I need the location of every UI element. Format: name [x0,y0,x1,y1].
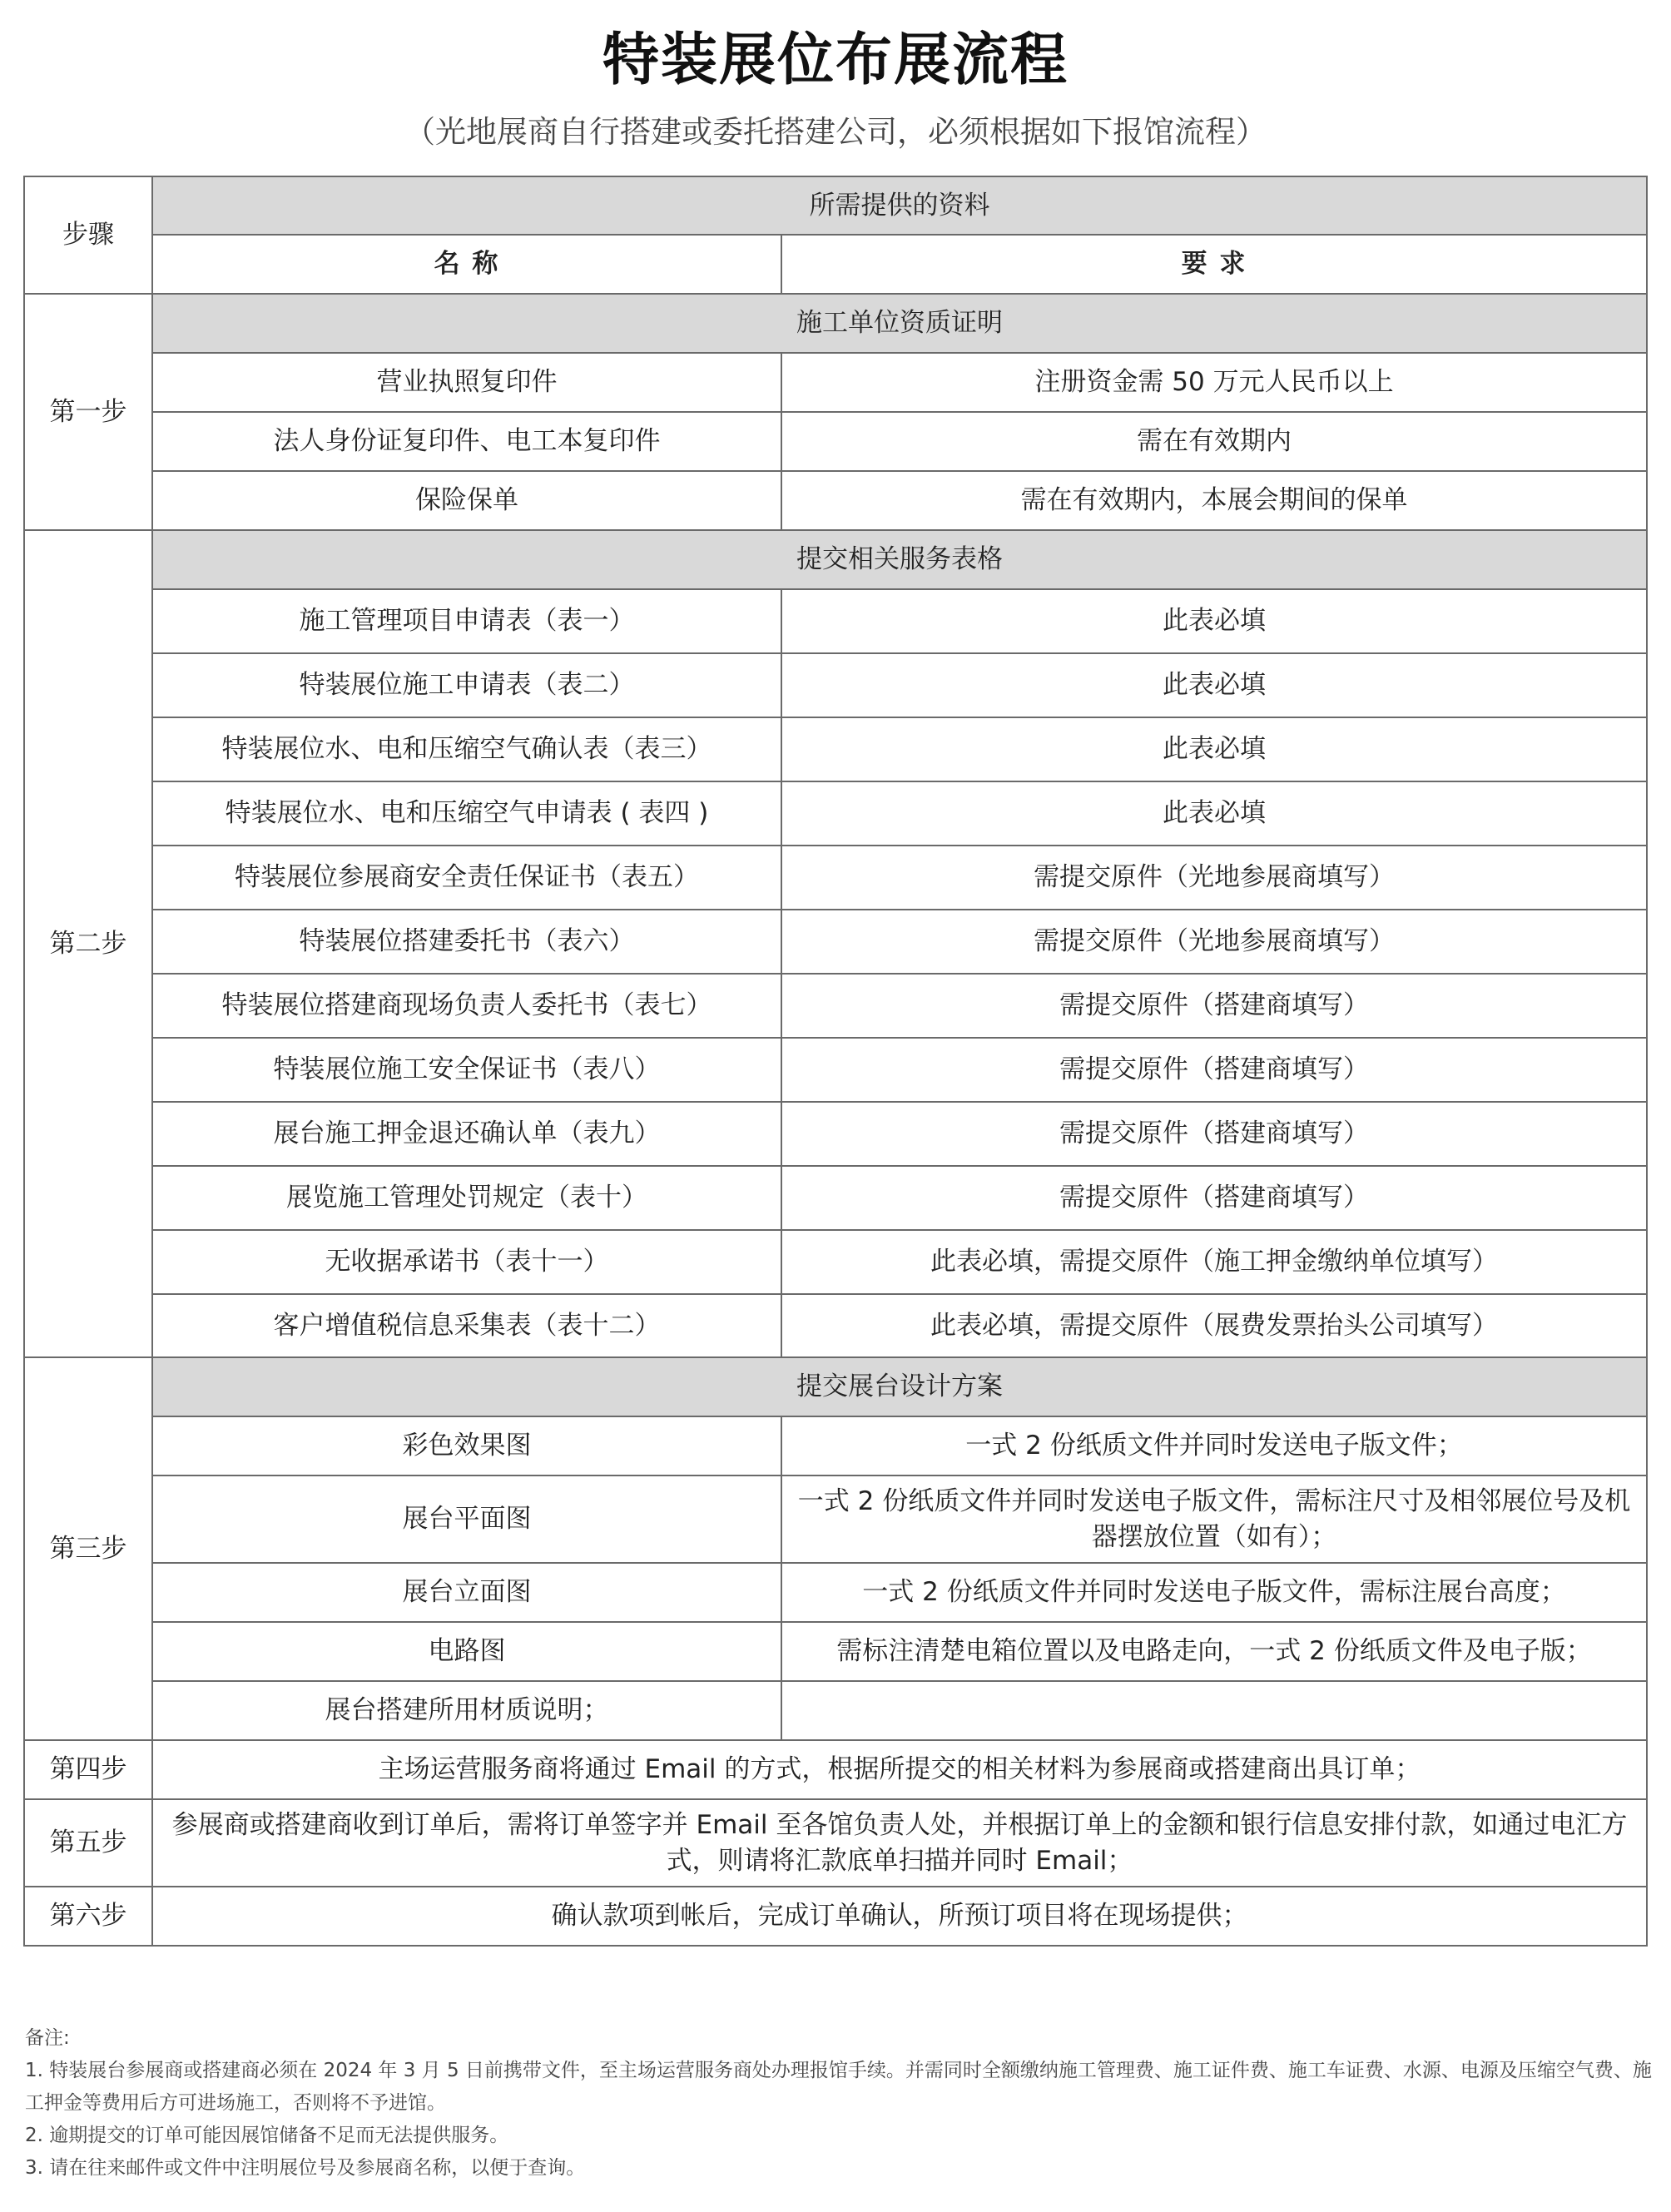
step-label: 第四步 [24,1740,152,1799]
item-requirement: 需在有效期内，本展会期间的保单 [781,471,1647,530]
table-row [24,1622,1647,1681]
table-row [24,653,1647,717]
table-row [24,1887,1647,1946]
table-row [24,1740,1647,1799]
item-name: 法人身份证复印件、电工本复印件 [152,412,781,471]
item-name: 特装展位施工安全保证书（表八） [152,1038,781,1102]
page-subtitle: （光地展商自行搭建或委托搭建公司，必须根据如下报馆流程） [404,114,1267,150]
item-requirement: 需标注清楚电箱位置以及电路走向，一式 2 份纸质文件及电子版； [781,1622,1647,1681]
table-row [24,846,1647,910]
step-label: 第一步 [24,294,152,530]
item-name: 彩色效果图 [152,1416,781,1475]
item-requirement: 需提交原件（搭建商填写） [781,974,1647,1038]
item-requirement: 此表必填 [781,589,1647,653]
item-requirement: 需提交原件（搭建商填写） [781,1102,1647,1166]
item-name: 电路图 [152,1622,781,1681]
item-name: 展台施工押金退还确认单（表九） [152,1102,781,1166]
item-name: 展台平面图 [152,1475,781,1563]
step-label: 第二步 [24,530,152,1357]
item-requirement: 此表必填 [781,717,1647,781]
item-name: 展台立面图 [152,1563,781,1622]
process-table [23,176,1648,1947]
section-header: 提交展台设计方案 [152,1357,1647,1416]
step-description: 确认款项到帐后，完成订单确认，所预订项目将在现场提供； [152,1887,1647,1946]
item-requirement: 一式 2 份纸质文件并同时发送电子版文件，需标注尺寸及相邻展位号及机器摆放位置（如有）； [781,1475,1647,1563]
header-step: 步骤 [24,176,152,294]
table-row [24,910,1647,974]
table-row [24,1799,1647,1887]
notes-heading: 备注: [25,2027,70,2049]
table-row [24,412,1647,471]
item-requirement: 需提交原件（光地参展商填写） [781,846,1647,910]
item-requirement: 需提交原件（光地参展商填写） [781,910,1647,974]
table-row [24,1416,1647,1475]
header-name: 名 称 [152,235,781,294]
table-row [24,1294,1647,1357]
table-row [24,589,1647,653]
item-name: 特装展位施工申请表（表二） [152,653,781,717]
item-requirement: 一式 2 份纸质文件并同时发送电子版文件，需标注展台高度； [781,1563,1647,1622]
item-name: 展台搭建所用材质说明； [152,1681,781,1740]
note-item: 2. 逾期提交的订单可能因展馆储备不足而无法提供服务。 [25,2125,509,2146]
item-requirement: 需提交原件（搭建商填写） [781,1038,1647,1102]
section-header: 施工单位资质证明 [152,294,1647,353]
item-requirement: 注册资金需 50 万元人民币以上 [781,353,1647,412]
item-requirement: 此表必填 [781,653,1647,717]
item-requirement: 需提交原件（搭建商填写） [781,1166,1647,1230]
note-item: 1. 特装展台参展商或搭建商必须在 2024 年 3 月 5 日前携带文件，至主场运营服务商处办理报馆手续。并需同时全额缴纳施工管理费、施工证件费、施工车证费、水源、电源及压缩空气费、施工押金等费用后方可进场施工，否则将不予进馆。 [25,2060,1652,2114]
table-row [24,1563,1647,1622]
table-row [24,1475,1647,1563]
item-name: 施工管理项目申请表（表一） [152,589,781,653]
item-requirement: 需在有效期内 [781,412,1647,471]
item-name: 特装展位参展商安全责任保证书（表五） [152,846,781,910]
item-requirement: 此表必填 [781,781,1647,846]
step-description: 参展商或搭建商收到订单后，需将订单签字并 Email 至各馆负责人处，并根据订单上的金额和银行信息安排付款，如通过电汇方式，则请将汇款底单扫描并同时 Email； [152,1799,1647,1887]
item-requirement: 一式 2 份纸质文件并同时发送电子版文件； [781,1416,1647,1475]
step-label: 第六步 [24,1887,152,1946]
item-requirement: 此表必填，需提交原件（展费发票抬头公司填写） [781,1294,1647,1357]
item-requirement [781,1681,1647,1740]
item-name: 保险保单 [152,471,781,530]
table-row [24,1038,1647,1102]
item-name: 客户增值税信息采集表（表十二） [152,1294,781,1357]
table-row [24,471,1647,530]
table-row [24,781,1647,846]
item-name: 特装展位水、电和压缩空气申请表 ( 表四 ) [152,781,781,846]
item-requirement: 此表必填，需提交原件（施工押金缴纳单位填写） [781,1230,1647,1294]
header-requirement: 要 求 [781,235,1647,294]
table-row [24,1681,1647,1740]
section-header: 提交相关服务表格 [152,530,1647,589]
step-label: 第五步 [24,1799,152,1887]
item-name: 特装展位搭建委托书（表六） [152,910,781,974]
table-row [24,1230,1647,1294]
item-name: 特装展位搭建商现场负责人委托书（表七） [152,974,781,1038]
table-row [24,1166,1647,1230]
item-name: 展览施工管理处罚规定（表十） [152,1166,781,1230]
note-item: 3. 请在往来邮件或文件中注明展位号及参展商名称，以便于查询。 [25,2157,586,2179]
item-name: 营业执照复印件 [152,353,781,412]
item-name: 特装展位水、电和压缩空气确认表（表三） [152,717,781,781]
page-title: 特装展位布展流程 [602,27,1069,93]
step-label: 第三步 [24,1357,152,1740]
table-row [24,1102,1647,1166]
item-name: 无收据承诺书（表十一） [152,1230,781,1294]
header-materials: 所需提供的资料 [152,176,1647,235]
table-row [24,974,1647,1038]
step-description: 主场运营服务商将通过 Email 的方式，根据所提交的相关材料为参展商或搭建商出具订单； [152,1740,1647,1799]
table-row [24,717,1647,781]
table-row [24,353,1647,412]
notes-section [25,2022,1652,2185]
